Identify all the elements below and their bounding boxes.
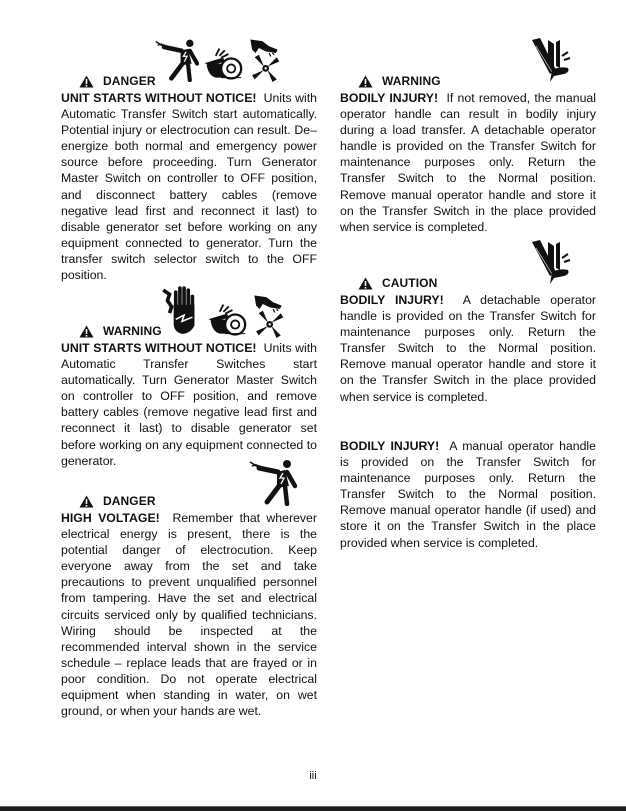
notice-title: BODILY INJURY! [340, 293, 444, 307]
notice-body: UNIT STARTS WITHOUT NOTICE! Units with Automatic Transfer Switch start automatically. Potential injury or electrocution can result. De–energize both normal and emergency power source before proceeding. Turn Generator Master Switch on controller to OFF position, and disconnect battery cables (remove negative lead first and reconnect it last) to disable generator set before working on any equipment connected to generator. Turn the transfer switch selector switch to the OFF position. [61, 91, 317, 283]
notice-title: BODILY INJURY! [340, 439, 440, 453]
notice-title: BODILY INJURY! [340, 91, 439, 105]
footer-bar [0, 806, 626, 811]
signal-word: WARNING [79, 324, 162, 338]
notice-body: BODILY INJURY! If not removed, the manual operator handle can result in bodily injury during a load transfer. A detachable operator handle is provided on the Transfer Switch for maintenance purposes only. Return the Transfer Switch to the Normal position. Remove manual operator handle and store it on the Transfer Switch in the place provided when service is completed. [340, 91, 596, 234]
warning-notice-bodily-injury [340, 36, 596, 235]
page-number: iii [309, 770, 317, 782]
caution-triangle-icon [358, 277, 373, 290]
signal-word: WARNING [358, 74, 441, 88]
warning-triangle-icon [358, 75, 373, 88]
signal-word: DANGER [79, 74, 156, 88]
signal-word: CAUTION [358, 276, 437, 290]
notice-bodily-injury-handle [340, 438, 596, 551]
danger-notice-unit-starts [61, 36, 317, 283]
caution-notice-bodily-injury [340, 238, 596, 405]
notice-title: HIGH VOLTAGE! [61, 511, 160, 525]
notice-body: BODILY INJURY! A manual operator handle is provided on the Transfer Switch for maintenance purposes only. Return the Transfer Switch to the Normal position. Remove manual operator handle (if used) and store it on the Transfer Switch in the place provided when service is completed. [340, 439, 596, 550]
notice-body: BODILY INJURY! A detachable operator handle is provided on the Transfer Switch for maintenance purposes only. Return the Transfer Switch to the Normal position. Remove manual operator handle and store it on the Transfer Switch in the place provided when service is completed. [340, 293, 597, 404]
warning-triangle-icon [79, 325, 94, 338]
signal-word: DANGER [79, 494, 156, 508]
warning-notice-unit-starts [61, 286, 317, 469]
notice-body: HIGH VOLTAGE! Remember that wherever electrical energy is present, there is the potential danger of electrocution. Keep everyone away from the set and take precautions to prevent unqualified personnel from tampering. Have the set and electrical circuits serviced only by qualified technicians. Wiring should be inspected at the recommended interval shown in the service schedule – replace leads that are frayed or in poor condition. Do not operate electrical equipment when standing in water, on wet ground, or when your hands are wet. [61, 511, 317, 719]
warning-triangle-icon [79, 495, 94, 508]
warning-triangle-icon [79, 75, 94, 88]
notice-title: UNIT STARTS WITHOUT NOTICE! [61, 341, 257, 355]
danger-notice-high-voltage [61, 456, 317, 719]
notice-body: UNIT STARTS WITHOUT NOTICE! Units with Automatic Transfer Switches start automatically. Turn Generator Master Switch on controller to OFF position, and remove battery cables (remove negative lead first and reconnect it last) to disable generator set before working on any equipment connected to generator. [61, 341, 317, 468]
notice-title: UNIT STARTS WITHOUT NOTICE! [61, 91, 257, 105]
